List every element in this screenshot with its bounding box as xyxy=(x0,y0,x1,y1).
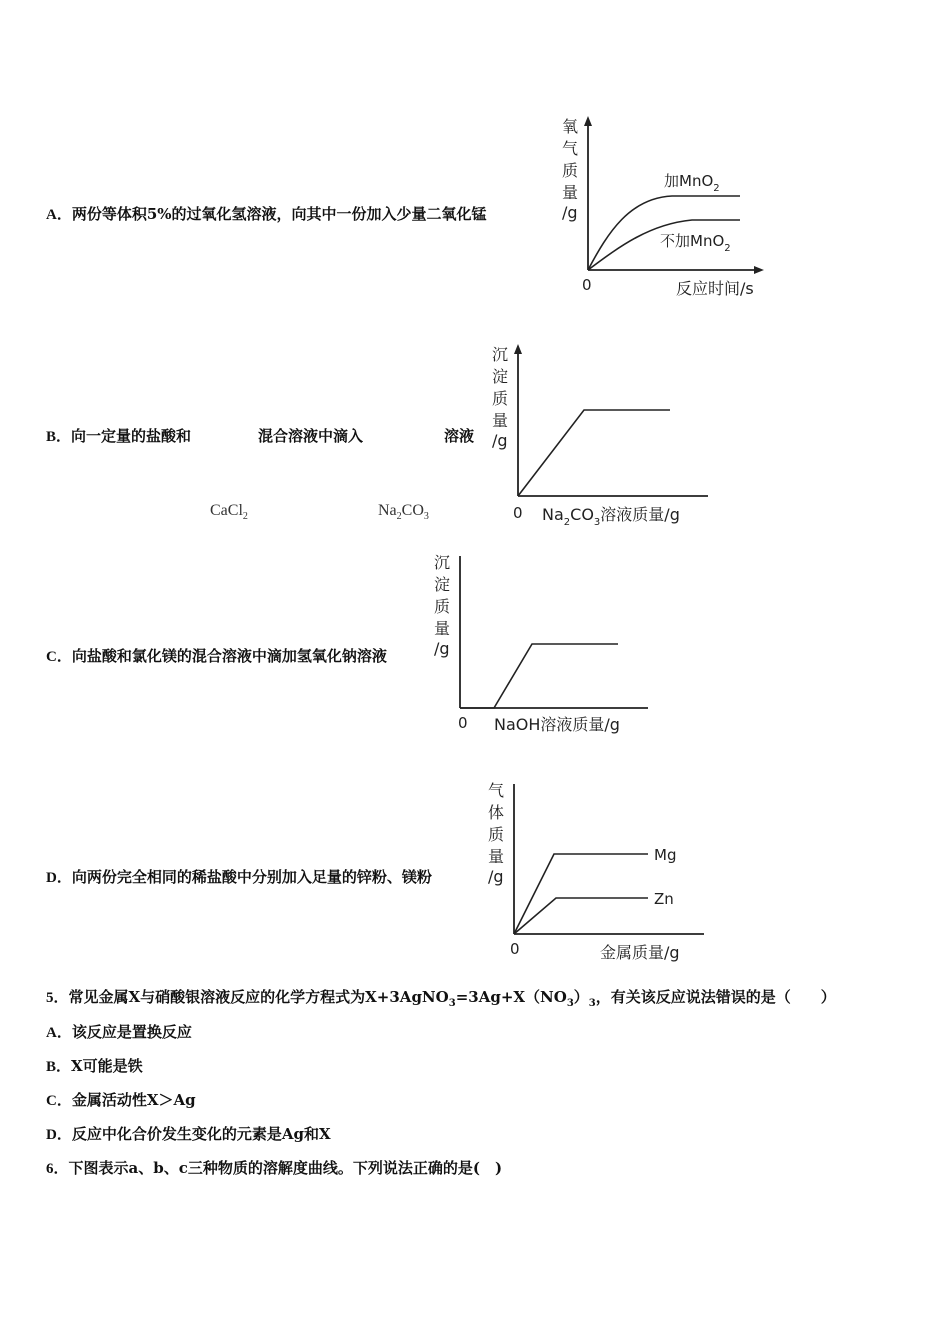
series-line-zn xyxy=(514,898,648,934)
svg-text:气: 气 xyxy=(562,139,579,158)
svg-text:/g: /g xyxy=(492,431,508,450)
svg-text:质: 质 xyxy=(434,597,451,616)
y-axis-label xyxy=(488,781,504,886)
svg-text:淀: 淀 xyxy=(492,367,509,386)
svg-text:气: 气 xyxy=(488,781,505,800)
chart-d xyxy=(484,776,724,966)
svg-text:体: 体 xyxy=(488,803,505,822)
svg-text:/g: /g xyxy=(562,203,578,222)
q5-option-b: B．X可能是铁 xyxy=(46,1057,143,1075)
option-label: B． xyxy=(46,429,72,445)
option-b-part2: 混合溶液中滴入 xyxy=(258,427,364,445)
chart-c xyxy=(430,548,670,738)
question-number: 5． xyxy=(46,990,69,1006)
x-axis-label: NaOH溶液质量/g xyxy=(494,715,620,734)
svg-text:沉: 沉 xyxy=(434,553,451,572)
series-label-without-mno2: 不加MnO$_2$ xyxy=(660,232,731,254)
chem-formula-na2co3: $Na_2CO_3$ xyxy=(378,502,429,523)
y-axis-arrow xyxy=(514,344,522,354)
y-axis-label xyxy=(434,553,450,658)
option-label: D． xyxy=(46,870,72,886)
question-6 xyxy=(46,1157,502,1178)
option-b xyxy=(46,425,191,446)
option-label: C． xyxy=(46,649,72,665)
question-text: 下图表示a、b、c三种物质的溶解度曲线。下列说法正确的是( ) xyxy=(68,1159,503,1177)
chem-formula-cacl2: CaCl$_2$ xyxy=(210,502,248,523)
option-label: A． xyxy=(46,207,72,223)
option-d xyxy=(46,866,432,887)
svg-text:质: 质 xyxy=(492,389,509,408)
y-axis-label xyxy=(562,117,578,222)
svg-text:/g: /g xyxy=(488,867,504,886)
svg-text:淀: 淀 xyxy=(434,575,451,594)
svg-text:沉: 沉 xyxy=(492,345,509,364)
svg-text:质: 质 xyxy=(488,825,505,844)
svg-text:量: 量 xyxy=(562,183,579,202)
q5-option-c: C．金属活动性X＞Ag xyxy=(46,1091,196,1109)
svg-text:量: 量 xyxy=(492,411,509,430)
origin-label: 0 xyxy=(458,714,468,732)
x-axis-arrow xyxy=(754,266,764,274)
q5-option-a: A．该反应是置换反应 xyxy=(46,1023,192,1041)
option-c xyxy=(46,645,387,666)
option-text-part1: 向一定量的盐酸和 xyxy=(71,427,192,445)
svg-text:氧: 氧 xyxy=(562,117,579,136)
option-b-part3: 溶液 xyxy=(444,427,475,445)
series-line-precipitate xyxy=(460,644,618,708)
series-line-precipitate xyxy=(518,410,670,496)
y-axis-arrow xyxy=(584,116,592,126)
x-axis-label: 反应时间/s xyxy=(676,279,754,298)
origin-label: 0 xyxy=(582,276,592,294)
svg-text:量: 量 xyxy=(434,619,451,638)
option-a xyxy=(46,203,487,224)
origin-label: 0 xyxy=(513,504,523,522)
x-axis-label: $Na_2CO_3$溶液质量/g xyxy=(542,505,680,528)
chart-a xyxy=(550,112,790,302)
svg-text:质: 质 xyxy=(562,161,579,180)
q5-option-d: D．反应中化合价发生变化的元素是Ag和X xyxy=(46,1125,331,1143)
option-text: 向盐酸和氯化镁的混合溶液中滴加氢氧化钠溶液 xyxy=(71,647,387,665)
option-text: 向两份完全相同的稀盐酸中分别加入足量的锌粉、镁粉 xyxy=(71,868,432,886)
origin-label: 0 xyxy=(510,940,520,958)
y-axis-label xyxy=(492,345,508,450)
series-label-with-mno2: 加MnO$_2$ xyxy=(664,172,720,194)
option-text: 两份等体积5%的过氧化氢溶液，向其中一份加入少量二氧化锰 xyxy=(71,205,487,223)
chart-b xyxy=(486,340,726,530)
series-label-zn: Zn xyxy=(654,890,674,908)
svg-text:量: 量 xyxy=(488,847,505,866)
x-axis-label: 金属质量/g xyxy=(600,943,680,962)
question-number: 6． xyxy=(46,1161,69,1177)
question-text: 常见金属X与硝酸银溶液反应的化学方程式为$X+3AgNO_3=3Ag+X(NO_3)_3$，有关该反应说法错误的是（ ） xyxy=(68,988,836,1009)
series-label-mg: Mg xyxy=(654,846,677,864)
question-5 xyxy=(46,986,836,1009)
svg-text:/g: /g xyxy=(434,639,450,658)
series-line-mg xyxy=(514,854,648,934)
